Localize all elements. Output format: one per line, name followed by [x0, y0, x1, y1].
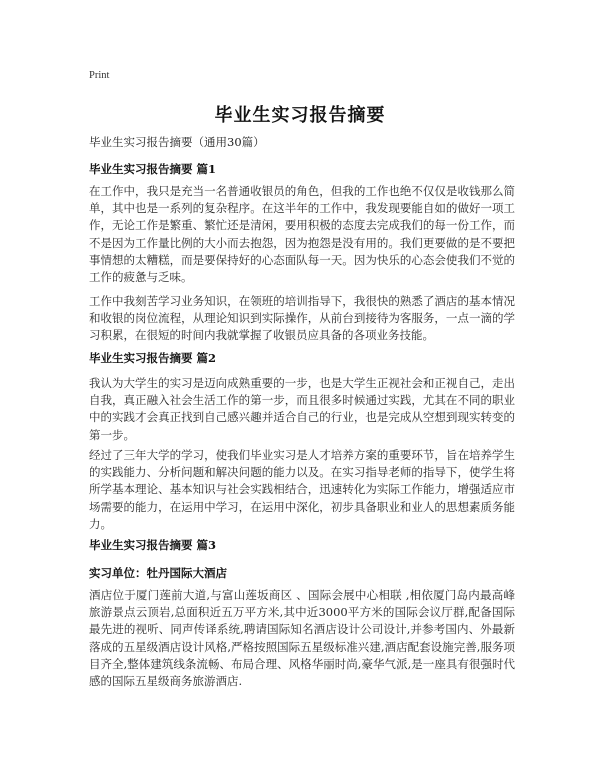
page-title: 毕业生实习报告摘要 — [214, 105, 386, 126]
section-heading-1: 毕业生实习报告摘要 篇1 — [89, 162, 217, 176]
section-2-paragraph-2: 经过了三年大学的学习，使我们毕业实习是人才培养方案的重要环节，旨在培养学生的实践能力、分析问题和解决问题的能力以及。在实习指导老师的指导下，使学生将所学基本理论、基本知识与社会实践相结合，迅速转化为实际工作能力，增强适应市场需要的能力，在运用中学习，在运用中深化，初步具备职业和业人的思想素质务能力。 — [89, 448, 515, 531]
section-heading-3: 毕业生实习报告摘要 篇3 — [89, 538, 217, 552]
internship-unit-line: 实习单位：牡丹国际大酒店 — [89, 566, 227, 580]
section-1-paragraph-1: 在工作中，我只是充当一名普通收银员的角色，但我的工作也绝不仅仅是收钱那么简单，其中也是一系列的复杂程序。在这半年的工作中，我发现要能自如的做好一项工作，无论工作是繁重、繁忙还是清闲，要用积极的态度去完成我们的每一份工作，而不是因为工作量比例的大小而去抱怨，因为抱怨是没有用的。我们更要做的是不要把事情想的太糟糕，而是要保持好的心态面队每一天。因为快乐的心态会使我们不觉的工作的疲惫与乏味。 — [89, 184, 515, 285]
section-2-paragraph-1: 我认为大学生的实习是迈向成熟重要的一步，也是大学生正视社会和正视自己，走出自我，真正融入社会生活工作的第一步，而且很多时候通过实践，尤其在不同的职业中的实践才会真正找到自己感兴趣并适合自己的行业，也是完成从空想到现实转变的第一步。 — [89, 376, 515, 442]
section-heading-2: 毕业生实习报告摘要 篇2 — [89, 351, 217, 365]
document-subtitle: 毕业生实习报告摘要（通用30篇） — [89, 135, 265, 149]
print-link[interactable]: Print — [89, 70, 110, 81]
section-3-paragraph-1: 酒店位于厦门莲前大道,与富山莲坂商区 、国际会展中心相联 ,相依厦门岛内最高峰旅游景点云顶岩,总面积近五万平方米,其中近3000平方米的国际会议厅群,配备国际最先进的视听、同声传译系统,聘请国际知名酒店设计公司设计,并参考国内、外最新落成的五星级酒店设计风格,严格按照国际五星级标准兴建,酒店配套设施完善,服务项目齐全,整体建筑线条流畅、布局合理、风格华丽时尚,豪华气派,是一座具有很强时代感的国际五星级商务旅游酒店. — [89, 588, 515, 689]
section-1-paragraph-2: 工作中我刻苦学习业务知识，在领班的培训指导下，我很快的熟悉了酒店的基本情况和收银的岗位流程，从理论知识到实际操作，从前台到接待为客服务，一点一滴的学习积累，在很短的时间内我就掌握了收银员应具备的各项业务技能。 — [89, 294, 515, 343]
